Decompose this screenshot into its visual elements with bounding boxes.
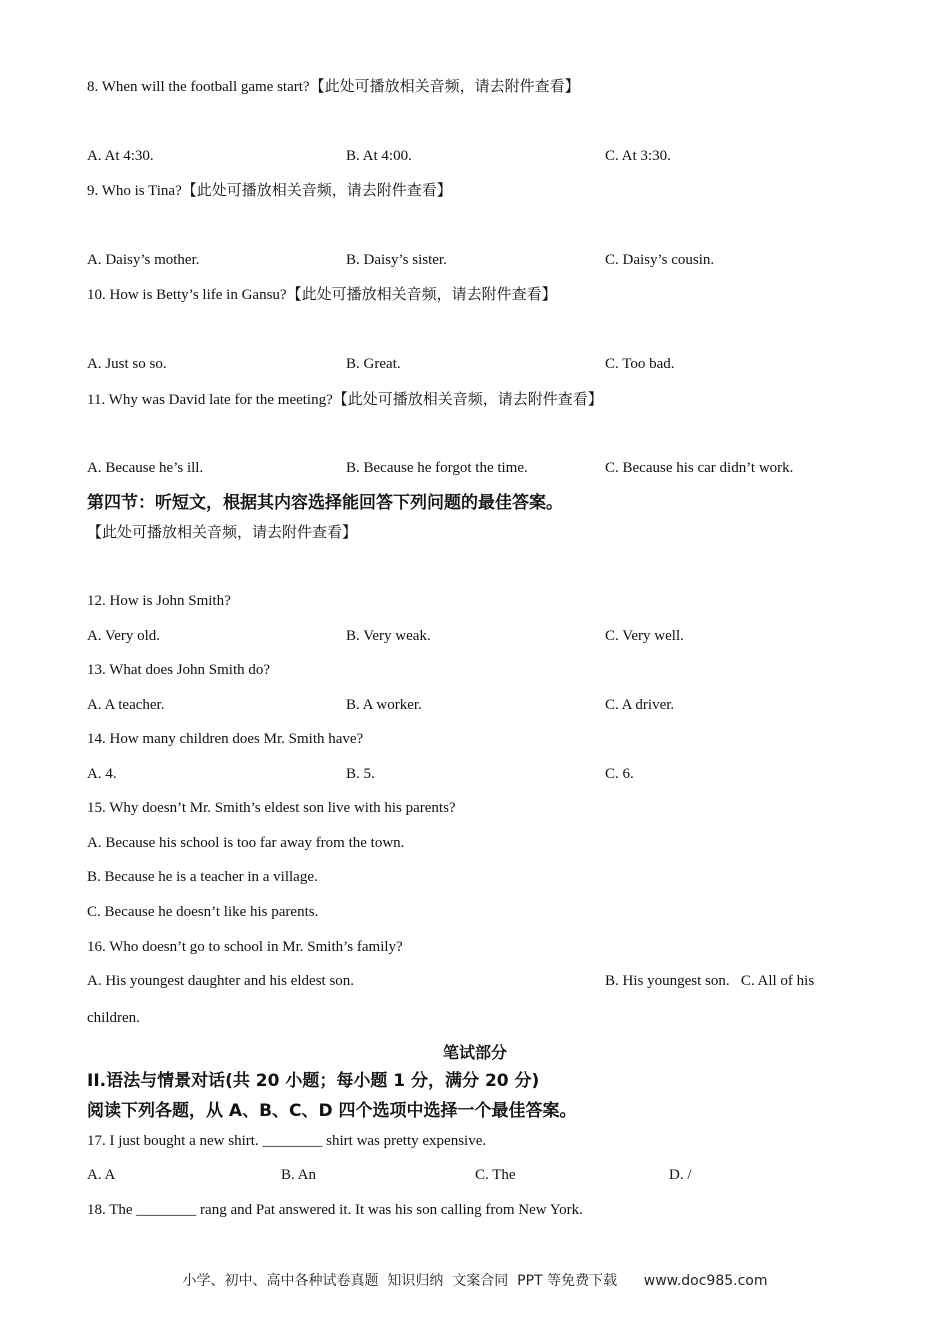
question-18: 18. The ________ rang and Pat answered it. It was his son calling from New York. [87,1202,583,1218]
option-c: C. Daisy’s cousin. [605,252,715,268]
option-c: C. The [475,1167,516,1183]
question-10 [87,284,557,305]
option-c: C. A driver. [605,697,675,713]
option-c: C. At 3:30. [605,148,671,164]
option-a: A. A teacher. [87,697,165,713]
instruction: 阅读下列各题，从 A、B、C、D 四个选项中选择一个最佳答案。 [87,1101,577,1121]
option-a: A. 4. [87,766,117,782]
audio-note[interactable]: 【此处可播放相关音频，请去附件查看】 [87,523,358,541]
option-c: C. Because he doesn’t like his parents. [87,904,319,920]
option-b-c: B. His youngest son. C. All of his [605,973,815,989]
audio-note[interactable]: 【此处可播放相关音频，请去附件查看】 [181,181,452,199]
option-b: B. Daisy’s sister. [346,252,447,268]
question-17: 17. I just bought a new shirt. ________ shirt was pretty expensive. [87,1133,487,1149]
section-4-title: 第四节：听短文，根据其内容选择能回答下列问题的最佳答案。 [87,493,563,513]
option-a: A. At 4:30. [87,148,154,164]
option-c: C. Too bad. [605,356,675,372]
option-d: D. / [669,1167,692,1183]
option-b: B. Because he is a teacher in a village. [87,869,318,885]
option-a: A. Daisy’s mother. [87,252,200,268]
audio-note[interactable]: 【此处可播放相关音频，请去附件查看】 [286,285,557,303]
question-stem: 10. How is Betty’s life in Gansu? [87,287,287,303]
question-13: 13. What does John Smith do? [87,662,271,678]
option-b: B. Very weak. [346,628,431,644]
option-c-continued: children. [87,1010,140,1026]
question-stem: 9. Who is Tina? [87,183,182,199]
option-a: A. Very old. [87,628,161,644]
option-c: C. 6. [605,766,634,782]
option-b: B. A worker. [346,697,422,713]
option-c: C. Very well. [605,628,684,644]
question-14: 14. How many children does Mr. Smith have? [87,731,364,747]
option-a: A. His youngest daughter and his eldest son. [87,973,355,989]
option-a: A. A [87,1167,116,1183]
audio-note[interactable]: 【此处可播放相关音频，请去附件查看】 [309,77,580,95]
option-b: B. At 4:00. [346,148,412,164]
page-footer: 小学、初中、高中各种试卷真题 知识归纳 文案合同 PPT 等免费下载 www.doc985.com [182,1273,768,1289]
question-9 [87,180,452,201]
part-2-title: II.语法与情景对话(共 20 小题；每小题 1 分，满分 20 分) [87,1071,540,1091]
option-b: B. Because he forgot the time. [346,460,528,476]
option-a: A. Because he’s ill. [87,460,204,476]
option-a: A. Just so so. [87,356,167,372]
option-c: C. Because his car didn’t work. [605,460,794,476]
option-a: A. Because his school is too far away from the town. [87,835,405,851]
question-8 [87,76,580,97]
written-part-title: 笔试部分 [442,1043,507,1062]
question-stem: 8. When will the football game start? [87,79,310,95]
audio-note[interactable]: 【此处可播放相关音频，请去附件查看】 [332,390,603,408]
question-11 [87,389,603,410]
option-b: B. 5. [346,766,375,782]
question-15: 15. Why doesn’t Mr. Smith’s eldest son live with his parents? [87,800,456,816]
option-b: B. An [281,1167,317,1183]
question-12: 12. How is John Smith? [87,593,231,609]
option-b: B. Great. [346,356,401,372]
question-16: 16. Who doesn’t go to school in Mr. Smith’s family? [87,939,403,955]
question-stem: 11. Why was David late for the meeting? [87,392,333,408]
